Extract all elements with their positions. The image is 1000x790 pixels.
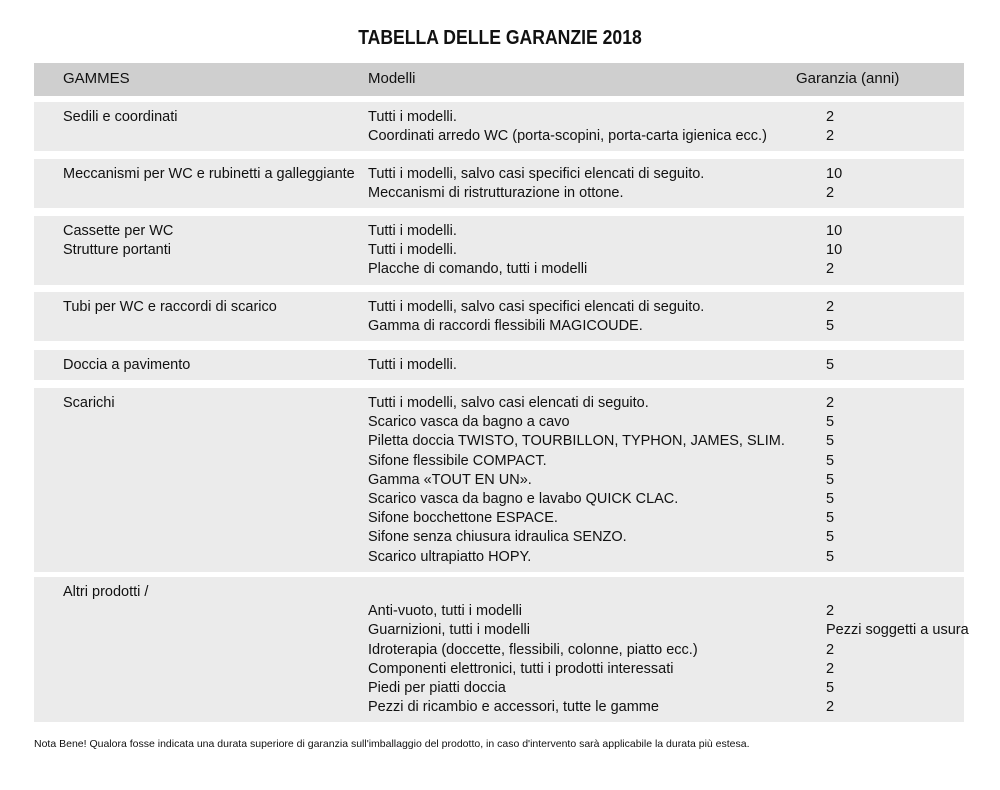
- table-group: [34, 102, 964, 151]
- gamme-name: Altri prodotti /: [63, 584, 149, 600]
- gamme-name: Tubi per WC e raccordi di scarico: [63, 299, 277, 315]
- modello-text: Coordinati arredo WC (porta-scopini, porta-carta igienica ecc.): [368, 128, 767, 145]
- modelli-cell: [368, 298, 704, 336]
- garanzia-value: 10: [826, 166, 843, 182]
- modello-text: Tutti i modelli.: [368, 109, 457, 125]
- garanzia-value: 2: [826, 603, 835, 620]
- garanzia-cell: [826, 298, 834, 336]
- garanzia-value: Pezzi soggetti a usura: [826, 622, 969, 639]
- garanzia-value: 2: [826, 641, 835, 658]
- modello-text: Tutti i modelli.: [368, 242, 457, 259]
- table-header: [34, 63, 964, 96]
- garanzia-cell: [826, 356, 834, 375]
- page-title: TABELLA DELLE GARANZIE 2018: [358, 27, 642, 49]
- garanzia-value: 2: [826, 395, 835, 411]
- garanzia-cell: [826, 583, 969, 717]
- modello-text: Gamma «TOUT EN UN».: [368, 471, 532, 488]
- table-group: [34, 292, 964, 341]
- garanzia-value: 10: [826, 223, 843, 239]
- garanzia-value: 5: [826, 548, 835, 565]
- gamme-cell: [63, 583, 148, 602]
- header-modelli: Modelli: [368, 70, 416, 87]
- modello-text: Scarico ultrapiatto HOPY.: [368, 548, 532, 565]
- garanzia-value: 2: [826, 109, 835, 125]
- modello-text: Tutti i modelli, salvo casi elencati di seguito.: [368, 395, 649, 411]
- modello-text: Placche di comando, tutti i modelli: [368, 261, 588, 278]
- garanzia-value: 5: [826, 510, 835, 527]
- gamme-name: Scarichi: [63, 395, 115, 411]
- modello-text: Tutti i modelli.: [368, 223, 457, 239]
- garanzia-value: 10: [826, 242, 843, 259]
- modello-text: Guarnizioni, tutti i modelli: [368, 622, 530, 639]
- modello-text: Sifone senza chiusura idraulica SENZO.: [368, 529, 627, 546]
- modello-text: Piedi per piatti doccia: [368, 679, 506, 696]
- garanzia-value: 2: [826, 261, 835, 278]
- garanzia-value: 2: [826, 185, 835, 202]
- modello-text: Componenti elettronici, tutti i prodotti interessati: [368, 660, 674, 677]
- garanzia-value: 5: [826, 357, 835, 373]
- garanzia-value: [826, 583, 969, 602]
- gamme-cell: [63, 394, 115, 413]
- garanzia-value: 5: [826, 529, 835, 546]
- garanzia-cell: [826, 222, 842, 280]
- footnote: Nota Bene! Qualora fosse indicata una durata superiore di garanzia sull'imballaggio del prodotto, in caso d'intervento sarà applicabile la durata più estesa.: [34, 738, 750, 750]
- modello-text: Tutti i modelli, salvo casi specifici elencati di seguito.: [368, 166, 705, 182]
- table-group: [34, 216, 964, 285]
- garanzia-cell: [826, 165, 842, 203]
- garanzia-cell: [826, 108, 834, 146]
- modello-text: Scarico vasca da bagno a cavo: [368, 414, 570, 431]
- modello-text: Scarico vasca da bagno e lavabo QUICK CLAC.: [368, 490, 679, 507]
- garanzia-value: 5: [826, 679, 835, 696]
- modello-text: Sifone bocchettone ESPACE.: [368, 510, 558, 527]
- gamme-name: Cassette per WC: [63, 223, 174, 239]
- modello-text: Anti-vuoto, tutti i modelli: [368, 603, 522, 620]
- garanzia-value: 2: [826, 699, 835, 716]
- modelli-cell: [368, 222, 587, 280]
- garanzia-cell: [826, 394, 834, 567]
- gamme-cell: [63, 222, 173, 260]
- gamme-name: Doccia a pavimento: [63, 357, 191, 373]
- modelli-cell: [368, 356, 457, 375]
- table-group: [34, 159, 964, 208]
- modello-text: Tutti i modelli.: [368, 357, 457, 373]
- garanzia-value: 5: [826, 433, 835, 450]
- gamme-name: Meccanismi per WC e rubinetti a galleggiante: [63, 166, 355, 182]
- garanzia-value: 5: [826, 490, 835, 507]
- gamme-cell: [63, 165, 355, 184]
- modello-text: Gamma di raccordi flessibili MAGICOUDE.: [368, 318, 643, 335]
- garanzia-value: 2: [826, 299, 835, 315]
- modello-text: Tutti i modelli, salvo casi specifici elencati di seguito.: [368, 299, 705, 315]
- modello-text: [368, 583, 698, 602]
- modelli-cell: [368, 108, 767, 146]
- table-group: [34, 350, 964, 380]
- gamme-cell: [63, 108, 177, 127]
- garanzia-value: 5: [826, 318, 835, 335]
- gamme-name: Sedili e coordinati: [63, 109, 178, 125]
- modelli-cell: [368, 583, 698, 717]
- modello-text: Idroterapia (doccette, flessibili, colonne, piatto ecc.): [368, 641, 698, 658]
- garanzia-value: 5: [826, 471, 835, 488]
- modelli-cell: [368, 394, 785, 567]
- modello-text: Meccanismi di ristrutturazione in ottone.: [368, 185, 624, 202]
- garanzia-value: 5: [826, 414, 835, 431]
- table-group: [34, 577, 969, 722]
- garanzia-value: 2: [826, 128, 835, 145]
- modello-text: Sifone flessibile COMPACT.: [368, 452, 547, 469]
- garanzia-value: 2: [826, 660, 835, 677]
- header-garanzia: Garanzia (anni): [796, 70, 900, 87]
- gamme-cell: [63, 356, 190, 375]
- modello-text: Piletta doccia TWISTO, TOURBILLON, TYPHON, JAMES, SLIM.: [368, 433, 785, 450]
- garanzia-value: 5: [826, 452, 835, 469]
- table-group: [34, 388, 964, 572]
- gamme-cell: [63, 298, 277, 317]
- header-gammes: GAMMES: [63, 70, 130, 87]
- gamme-name: Strutture portanti: [63, 242, 171, 259]
- modelli-cell: [368, 165, 704, 203]
- modello-text: Pezzi di ricambio e accessori, tutte le gamme: [368, 699, 659, 716]
